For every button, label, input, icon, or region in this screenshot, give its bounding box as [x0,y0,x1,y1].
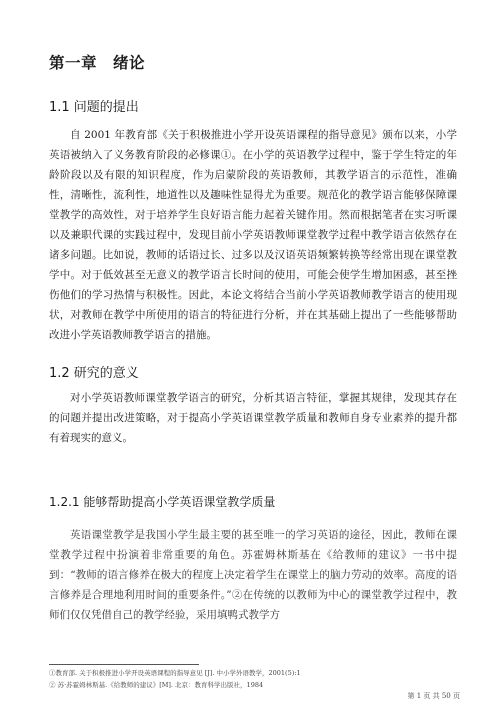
footnote-1: ①教育部. 关于积极推进小学开设英语课程的指导意见 [J]. 中小学外语教学，2001(5):1 [49,669,301,677]
section-1-1-paragraph: 自 2001 年教育部《关于积极推进小学开设英语课程的指导意见》颁布以来，小学英语被纳入了义务教育阶段的必修课①。在小学的英语教学过程中，鉴于学生特定的年龄阶段以及有限的知识程度，作为启蒙阶段的英语教师，其教学语言的示范性，准确性，清晰性，流利性，地道性以及趣味性显得尤为重要。规范化的教学语言能够保障课堂教学的高效性，对于培养学生良好语言能力起着关键作用。然而根据笔者在实习听课以及兼职代课的实践过程中，发现目前小学英语教师课堂教学过程中教学语言依然存在诸多问题。比如说，教师的话语过长、过多以及汉语英语频繁转换等经常出现在课堂教学中。对于低效甚至无意义的教学语言长时间的使用，可能会使学生增加困惑，甚至挫伤他们的学习热情与积极性。因此，本论文将结合当前小学英语教师教学语言的使用现状，对教师在教学中所使用的语言的特征进行分析，并在其基础上提出了一些能够帮助改进小学英语教师教学语言的措施。 [49,129,457,341]
chapter-title: 第一章 绪论 [49,54,146,72]
section-1-2-1-paragraph: 英语课堂教学是我国小学生最主要的甚至唯一的学习英语的途径，因此，教师在课堂教学过程中扮演着非常重要的角色。苏霍姆林斯基在《给教师的建议》一书中提到：“教师的语言修养在极大的程度上决定着学生在课堂上的脑力劳动的效率。高度的语言修养是合理地利用时间的重要条件。”②在传统的以教师为中心的课堂教学过程中，教师们仅仅凭借自己的教学经验，采用填鸭式教学方 [49,529,457,621]
footnote-2: ② 苏·苏霍姆林斯基.《给教师的建议》[M]. 北京：教育科学出版社，1984 [49,681,264,689]
section-1-2-heading: 1.2 研究的意义 [49,366,139,381]
section-1-2-paragraph: 对小学英语教师课堂教学语言的研究，分析其语言特征，掌握其规律，发现其存在的问题并提出改进策略，对于提高小学英语课堂教学质量和教师自身专业素养的提升都有着现实的意义。 [49,392,457,444]
page-number: 第 1 页 共 50 页 [407,692,460,700]
section-1-1-heading: 1.1 问题的提出 [49,100,139,115]
footnote-divider [49,664,199,665]
section-1-2-1-heading: 1.2.1 能够帮助提高小学英语课堂教学质量 [49,495,276,509]
